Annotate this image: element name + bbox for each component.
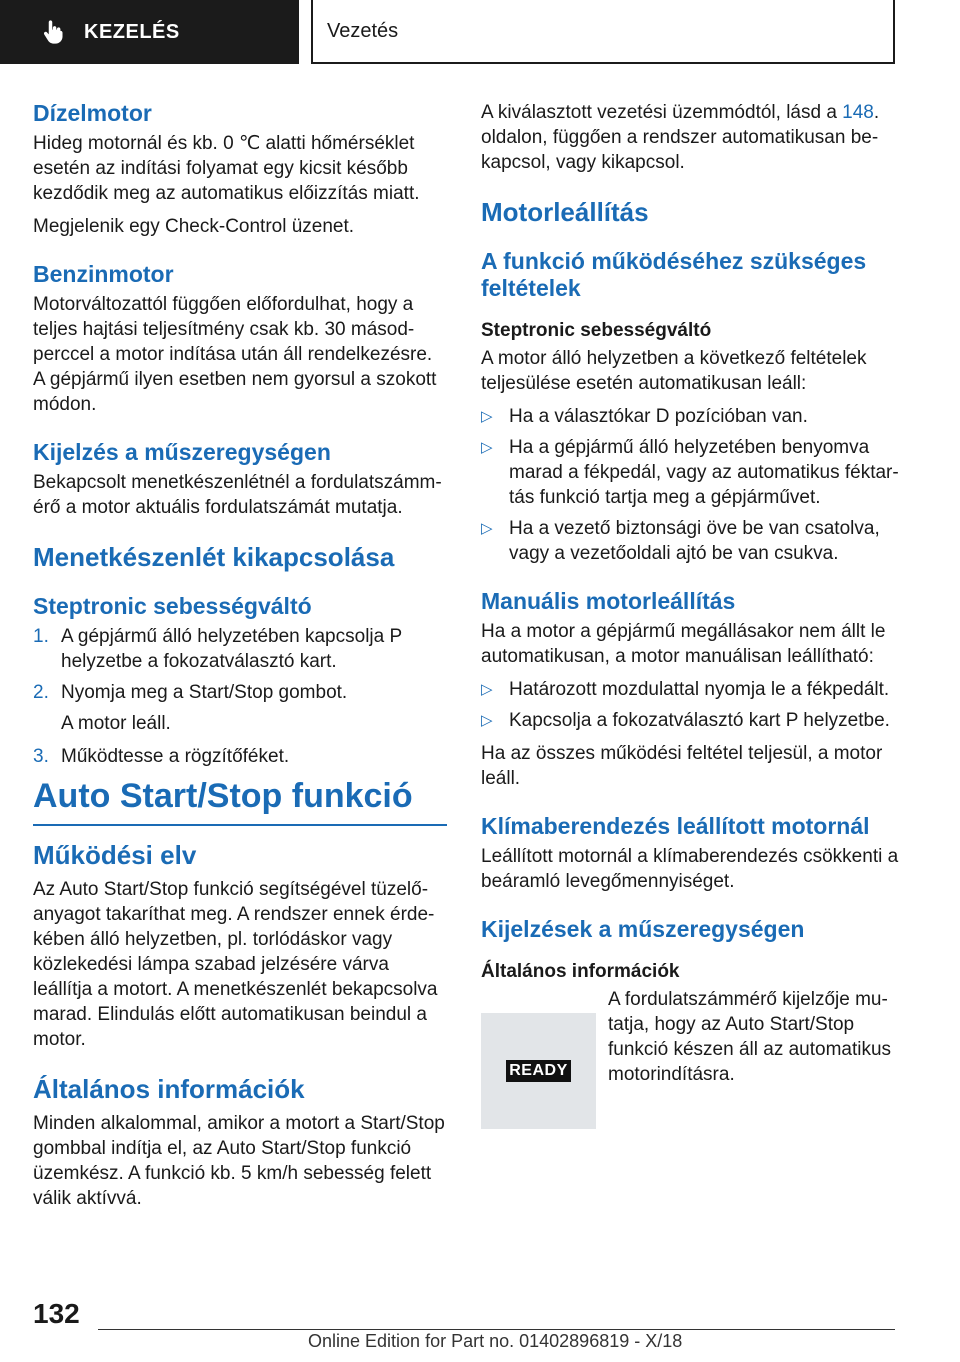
climate-paragraph: Leállított motornál a klímaberendezés csökkenti a beáramló levegőmennyiséget. <box>481 846 899 892</box>
general-heading: Általános információk <box>33 1074 305 1104</box>
steptronic-subheading: Steptronic sebességváltó <box>481 320 712 341</box>
manual-paragraph-2: Ha az összes működési feltétel teljesül, a motor leáll. <box>481 743 883 789</box>
triangle-bullet-icon: ▷ <box>481 712 493 729</box>
climate-heading: Klímaberendezés leállított motornál <box>481 813 870 839</box>
list-item: ▷ Ha a gépjármű álló helyzetében benyomva marad a fékpedál, vagy az automatikus féktartás funkció tartja meg a gépjárművet. <box>481 437 899 508</box>
autostart-heading: Auto Start/Stop funkció <box>33 777 413 815</box>
diesel-heading: Dízelmotor <box>33 100 152 126</box>
display-paragraph: Bekapcsolt menetkészenlétnél a fordulatszámmérő a motor aktuális fordulatszámát mutatja. <box>33 472 442 518</box>
list-item: ▷ Ha a vezető biztonsági öve be van csatolva, vagy a vezetőoldali ajtó be van csukva. <box>481 518 880 564</box>
section-tab <box>0 0 299 64</box>
ready-indicator: READY <box>506 1060 571 1082</box>
diesel-paragraph-1: Hideg motornál és kb. 0 ℃ alatti hőmérséklet esetén az indítási folyamat egy kicsit később kezdődik meg az automatikus előizzítás miatt. <box>33 133 420 204</box>
ready-figure <box>481 987 899 1129</box>
section-label: KEZELÉS <box>84 20 180 43</box>
petrol-heading: Benzinmotor <box>33 261 174 287</box>
manual-stop-heading: Manuális motorleállítás <box>481 588 736 614</box>
edition-text: Online Edition for Part no. 01402896819 - X/18 <box>308 1331 683 1351</box>
steptronic-heading: Steptronic sebességváltó <box>33 593 312 619</box>
list-item: ▷ Határozott mozdulattal nyomja le a fékpedált. <box>481 679 890 700</box>
page-number: 132 <box>33 1298 80 1329</box>
chapter-label: Vezetés <box>327 19 399 42</box>
right-column <box>481 100 899 1129</box>
conditions-heading: A funkció működéséhez szükséges feltételek <box>481 248 867 301</box>
hand-pointer-icon <box>40 18 68 46</box>
intro-paragraph: A kiválasztott vezetési üzemmódtól, lásd a 148. oldalon, függően a rendszer automatikusan bekapcsol, vagy kikapcsol. <box>481 102 880 173</box>
triangle-bullet-icon: ▷ <box>481 439 493 456</box>
display-heading: Kijelzés a műszeregységen <box>33 439 331 465</box>
standby-off-heading: Menetkészenlét kikapcsolása <box>33 542 395 572</box>
triangle-bullet-icon: ▷ <box>481 408 493 425</box>
step-note: A motor leáll. <box>61 713 171 734</box>
list-item: 1. A gépjármű álló helyzetében kapcsolja P helyzetbe a fokozatválasztó kart. <box>33 626 402 672</box>
diesel-paragraph-2: Megjelenik egy Check-Control üzenet. <box>33 216 355 237</box>
chapter-box <box>311 0 895 64</box>
list-item: ▷ Kapcsolja a fokozatválasztó kart P helyzetbe. <box>481 710 890 731</box>
principle-heading: Működési elv <box>33 840 197 870</box>
petrol-paragraph: Motorváltozattól függően előfordulhat, hogy a teljes hajtási teljesítmény csak kb. 30 másodperccel a motor indítása után áll rendelkezésre. A gépjármű ilyen esetben nem gyorsul a szokott módon. <box>33 294 437 415</box>
displays-heading: Kijelzések a műszeregységen <box>481 916 805 942</box>
general-paragraph: Minden alkalommal, amikor a motort a Start/Stop gombbal indítja el, az Auto Start/Stop funkció üzemkész. A funkció kb. 5 km/h sebesség felett válik aktívvá. <box>33 1113 445 1209</box>
left-column <box>33 100 447 1219</box>
manual-list <box>481 677 899 733</box>
triangle-bullet-icon: ▷ <box>481 681 493 698</box>
ready-image <box>481 1013 596 1129</box>
engine-stop-heading: Motorleállítás <box>481 197 649 227</box>
manual-paragraph: Ha a motor a gépjármű megállásakor nem állt le automatikusan, a motor manuálisan leállítható: <box>481 621 886 667</box>
list-item: ▷ Ha a választókar D pozícióban van. <box>481 406 808 427</box>
list-item: 3. Működtesse a rögzítőféket. <box>33 746 290 767</box>
steptronic-paragraph: A motor álló helyzetben a következő feltételek teljesülése esetén automatikusan leáll: <box>481 348 867 394</box>
list-item: 2. Nyomja meg a Start/Stop gombot. <box>33 682 348 703</box>
page-link[interactable]: 148 <box>842 102 874 123</box>
general-subheading: Általános információk <box>481 961 680 982</box>
ready-paragraph: A fordulatszámmérő kijelzője mutatja, hogy az Auto Start/Stop funkció készen áll az automatikus motorindításra. <box>608 989 892 1085</box>
footer-divider <box>98 1329 895 1330</box>
steps-list <box>33 624 447 769</box>
conditions-list <box>481 404 899 566</box>
principle-paragraph: Az Auto Start/Stop funkció segítségével tüzelőanyagot takaríthat meg. A rendszer ennek érdekében álló helyzetben, pl. torlódáskor vagy közlekedési lámpa szabad jelzésére várva leállítja a motort. A menetkészenlét bekapcsolva marad. Elindulás előtt automatikusan beindul a motor. <box>33 879 438 1050</box>
triangle-bullet-icon: ▷ <box>481 520 493 537</box>
